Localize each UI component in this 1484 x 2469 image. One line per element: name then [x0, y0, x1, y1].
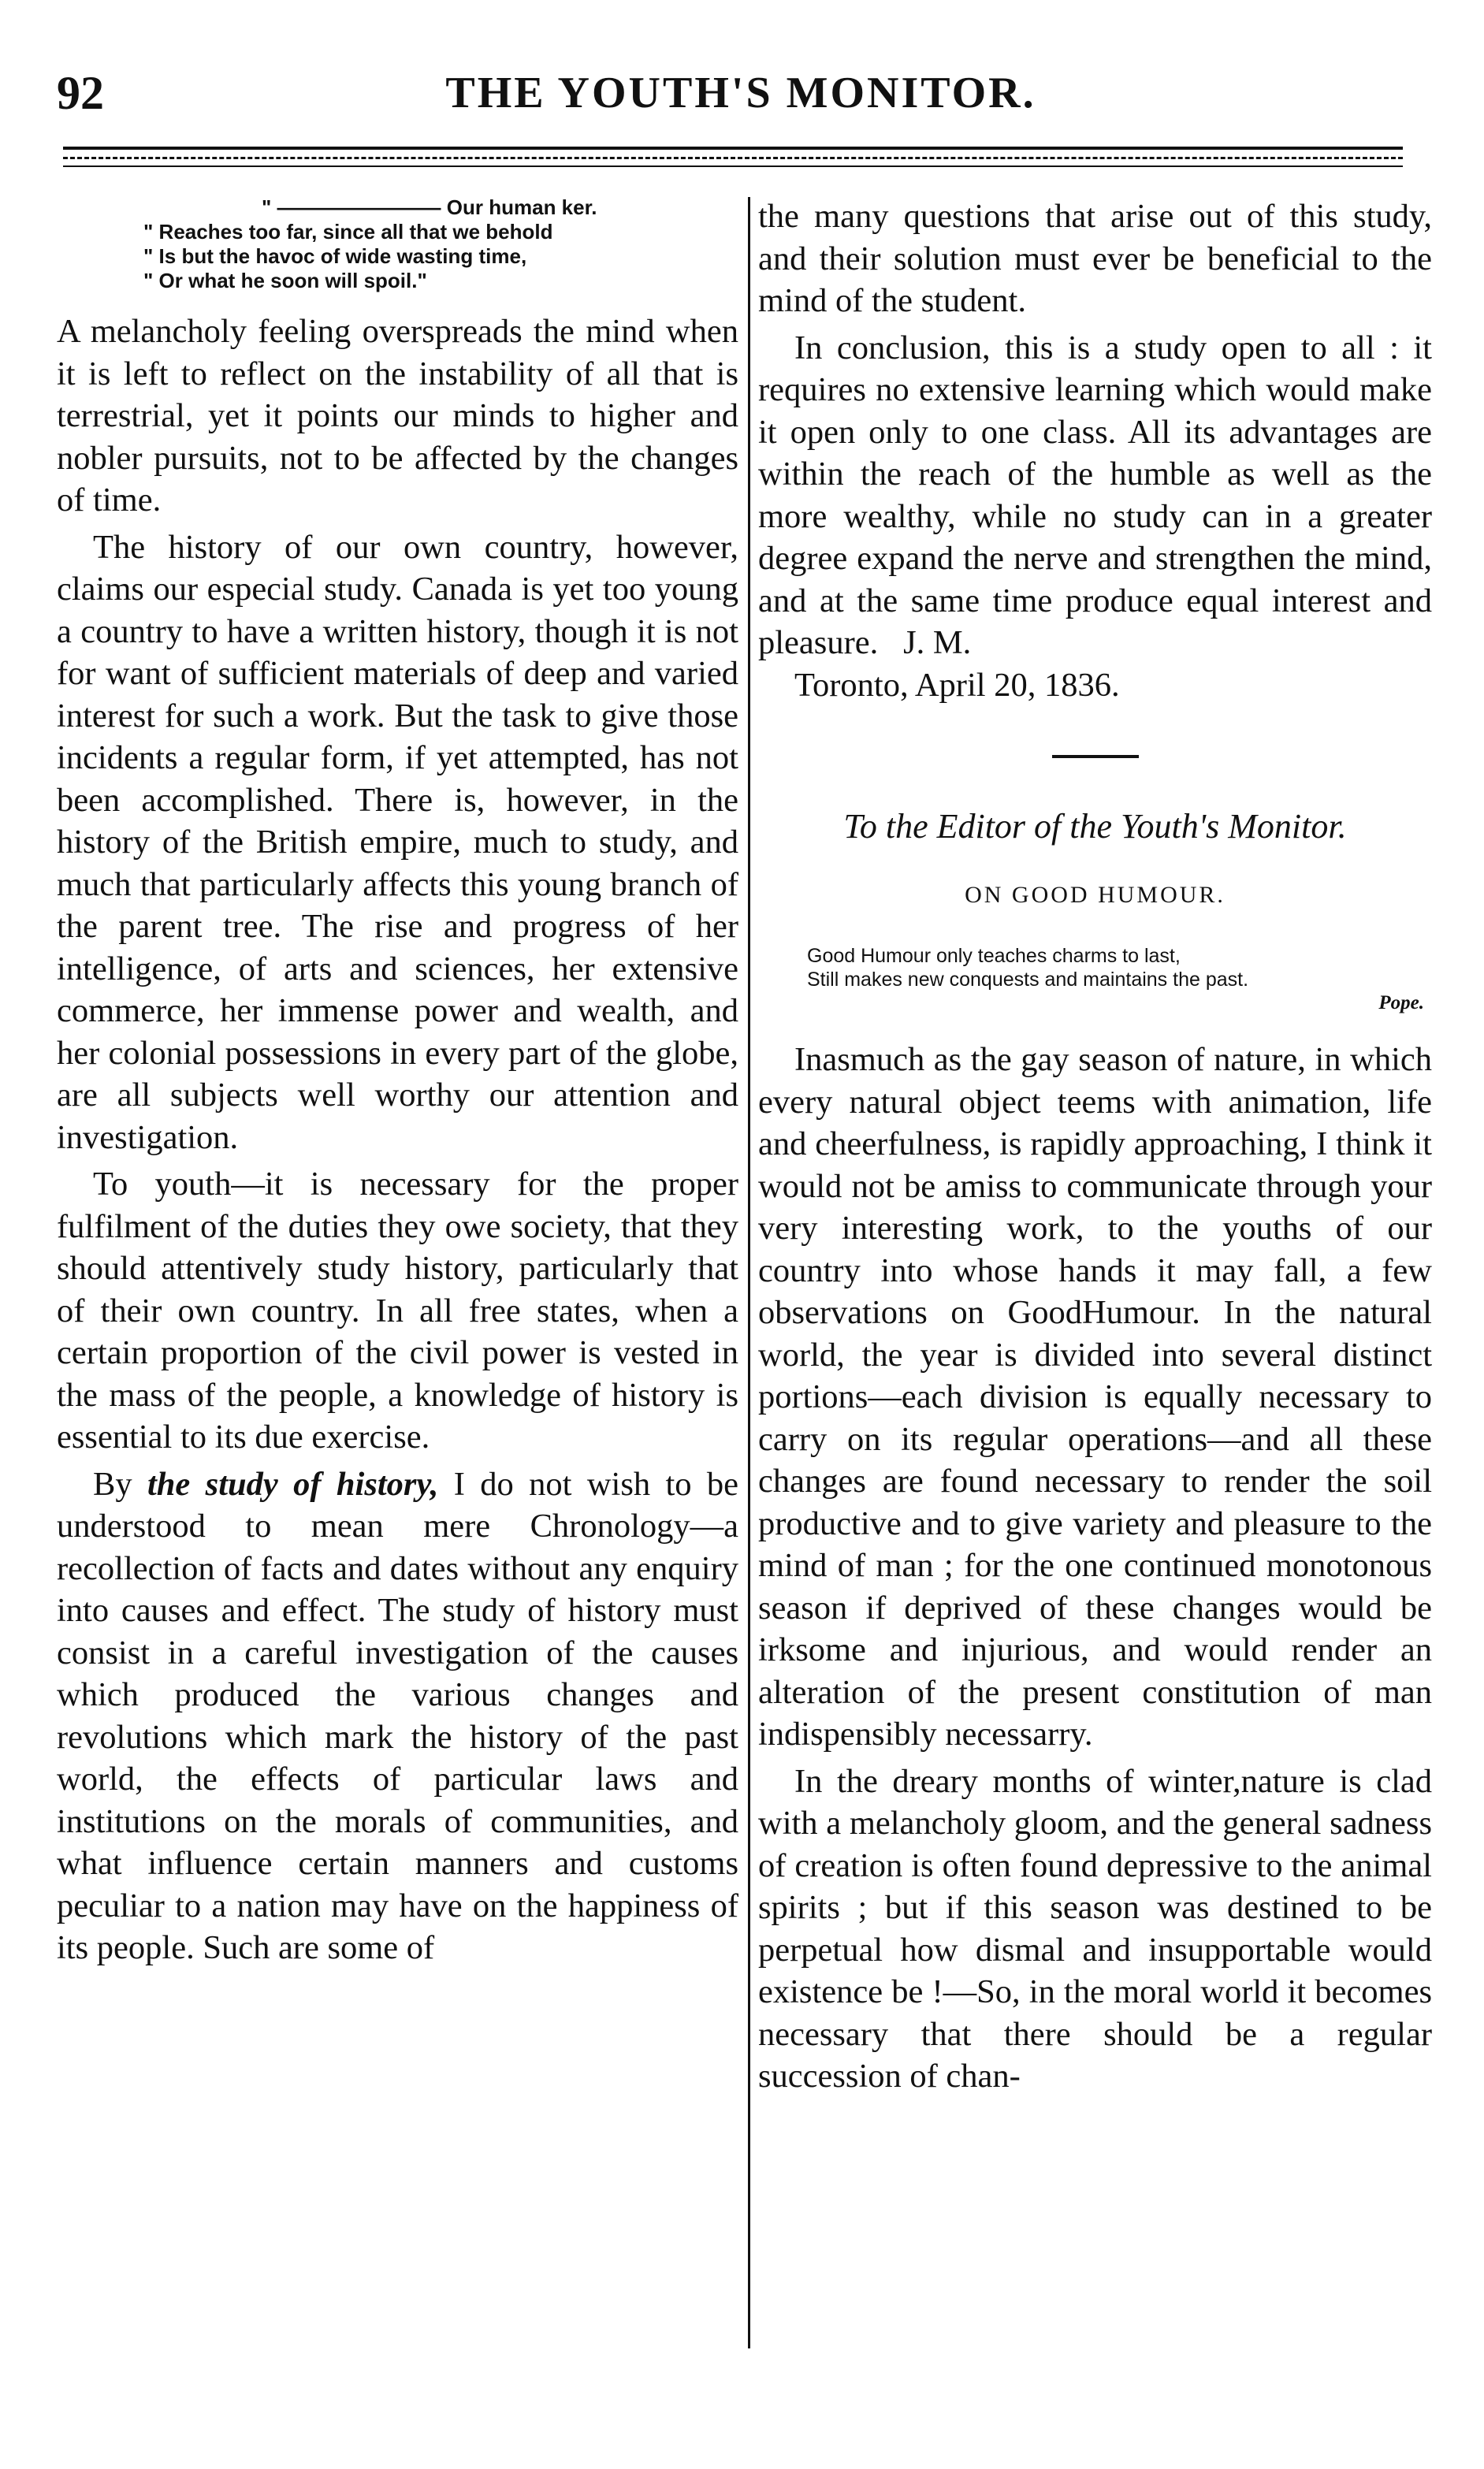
signature: J. M.	[903, 624, 972, 661]
paragraph	[758, 327, 1432, 664]
paragraph: In the dreary months of winter,nature is clad with a melancholy gloom, and the general sadness of creation is often found depressive to the animal spirits ; but if this season was destined to be perpetual how dismal and insupportable would existence be !—So, in the moral world it becomes necessary that there should be a regular succession of chan-	[758, 1762, 1432, 2095]
section-rule	[1052, 755, 1139, 758]
letter-heading: To the Editor of the Youth's Monitor.	[843, 807, 1347, 846]
epigraph	[143, 195, 738, 293]
paragraph: The history of our own country, however, claims our especial study. Canada is yet too young a country to have a written history, though it is not for want of sufficient materials of deep and varied interest for such a work. But the task to give those incidents a regular form, if yet attempted, has not been accomplished. There is, however, in the history of the British empire, much to study, and much that particularly affects this young branch of the parent tree. The rise and progress of her intelligence, of arts and sciences, her extensive commerce, her immense power and wealth, and her colonial possessions in every part of the globe, are all subjects well worthy our attention and investigation.	[57, 528, 738, 1156]
motto-line: Still makes new conquests and maintains the past.	[807, 969, 1249, 991]
emphasis-text: the study of history,	[147, 1465, 439, 1503]
paragraph	[57, 1463, 738, 1969]
paragraph: the many questions that arise out of this study, and their solution must ever be beneficial to the mind of the student.	[758, 198, 1432, 319]
paragraph-text: I do not wish to be understood to mean mere Chronology—a recollection of facts and dates without any enquiry into causes and effect. The study of history must consist in a careful investigation of the causes which produced the various changes and revolutions which mark the history of the past world, the effects of particular laws and institutions on the morals of communities, and what influence certain manners and customs peculiar to a nation may have on the happiness of its people. Such are some of	[57, 1465, 739, 1966]
epigraph-line: " Or what he soon will spoil."	[143, 269, 427, 292]
section-title: ON GOOD HUMOUR.	[965, 882, 1226, 908]
paragraph: Inasmuch as the gay season of nature, in which every natural object teems with animation, life and cheerfulness, is rapidly approaching, I think it would not be amiss to communicate through your very interesting work, to the youths of our country into whose hands it may fall, a few observations on GoodHumour. In the natural world, the year is divided into several distinct portions—each division is equally necessary to carry on its regular operations—and all these changes are found necessary to render the soil productive and to give variety and pleasure to the mind of man ; for the one continued monotonous season if deprived of these changes would be irksome and injurious, and would render an alteration of the present constitution of man indispensibly necessarry.	[758, 1041, 1432, 1753]
epigraph-line: " ———————— Our human ker.	[262, 195, 597, 219]
paragraph-lead: By	[93, 1465, 132, 1503]
motto-line: Good Humour only teaches charms to last,	[807, 945, 1181, 967]
header-rule	[63, 147, 1403, 150]
epigraph-line: " Is but the havoc of wide wasting time,	[143, 244, 527, 268]
header-rule-thin	[63, 165, 1403, 167]
column-divider	[748, 197, 750, 2348]
right-column	[758, 195, 1432, 2098]
epigraph-line: " Reaches too far, since all that we behold	[143, 220, 553, 244]
header-rule-dashed	[63, 157, 1403, 159]
left-column	[57, 195, 738, 1969]
paragraph-text: In conclusion, this is a study open to all : it requires no extensive learning which would make it open only to one class. All its advantages are within the reach of the humble as well as the more wealthy, while no study can in a greater degree expand the nerve and strengthen the mind, and at the same time produce equal interest and pleasure.	[758, 329, 1432, 661]
motto	[807, 944, 1424, 1015]
running-title: THE YOUTH'S MONITOR.	[445, 69, 1036, 117]
paragraph: A melancholy feeling overspreads the mind when it is left to reflect on the instability of all that is terrestrial, yet it points our minds to higher and nobler pursuits, not to be affected by the changes of time.	[57, 313, 738, 519]
dateline: Toronto, April 20, 1836.	[794, 666, 1120, 704]
motto-attribution: Pope.	[1378, 992, 1424, 1013]
page-number: 92	[57, 67, 104, 119]
paragraph: To youth—it is necessary for the proper fulfilment of the duties they owe society, that they should attentively study history, particularly that of their own country. In all free states, when a certain proportion of the civil power is vested in the mass of the people, a knowledge of history is essential to its due exercise.	[57, 1166, 738, 1456]
